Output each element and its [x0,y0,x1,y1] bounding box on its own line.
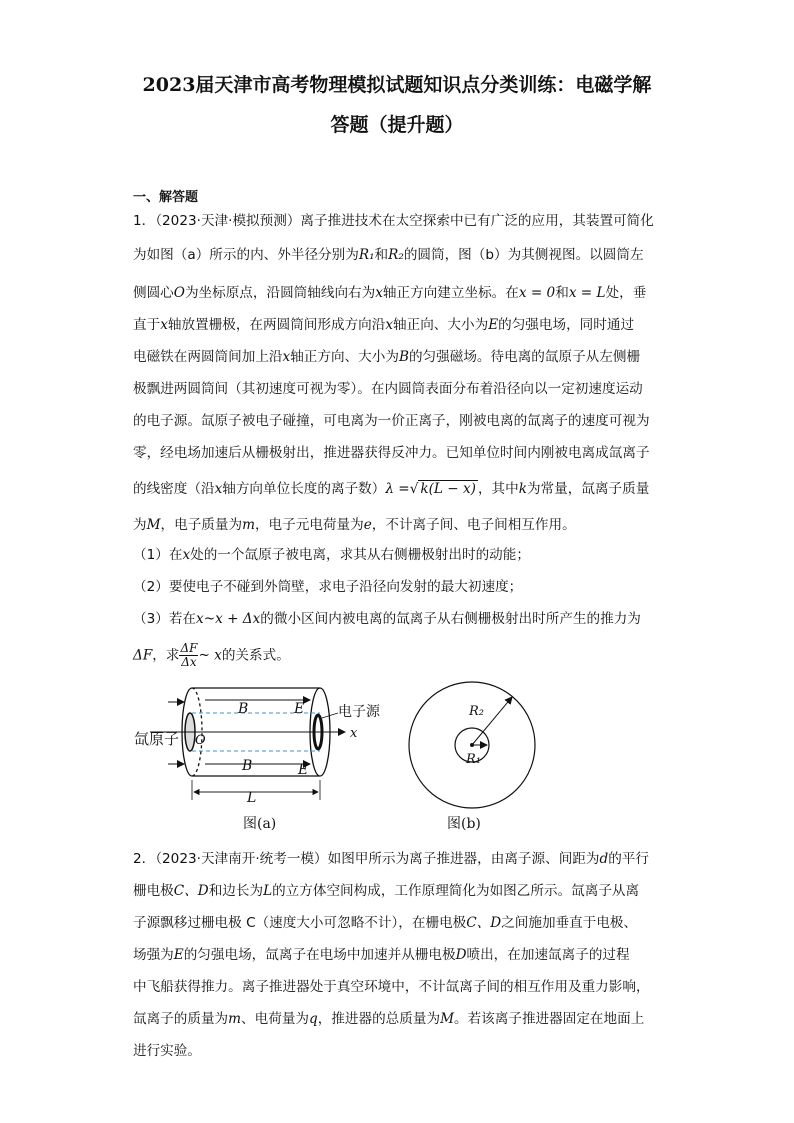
figure-a [134,688,381,832]
q2-line-1: 2．（2023·天津南开·统考一模）如图甲所示为离子推进器，由离子源、间距为d的平行 [133,851,649,867]
label-origin: O [195,733,206,748]
q2-line-5: 中飞船获得推力。离子推进器处于真空环境中，不计氙离子间的相互作用及重力影响， [133,979,650,995]
label-R1: R₁ [466,752,481,767]
q2-line-6: 氙离子的质量为m、电荷量为q，推进器的总质量为M。若该离子推进器固定在地面上 [133,1011,645,1027]
q1-line-8: 零，经电场加速后从栅极射出，推进器获得反冲力。已知单位时间内刚被电离成氙离子 [133,445,650,461]
section-heading: 一、解答题 [133,190,199,205]
label-R2: R₂ [469,704,484,719]
q1-line-9: 的线密度（沿x轴方向单位长度的离子数）λ =√ k(L − x) ，其中k为常量，氙离子质量 [133,481,650,497]
page-title-line-2: 答题（提升题） [330,114,464,136]
q1-line-3: 侧圆心O为坐标原点，沿圆筒轴线向右为x轴正方向建立坐标。在x = 0和x = L处，垂 [133,285,647,301]
q1-line-10: 为M，电子质量为m，电子元电荷量为e，不计离子间、电子间相互作用。 [133,517,576,533]
label-E-bottom: E [298,762,309,778]
q2-line-2: 栅电极C、D和边长为L的立方体空间构成，工作原理简化为如图乙所示。氙离子从离 [133,883,640,899]
q1-sub-3: （3）若在x~x + Δx的微小区间内被电离的氙离子从右侧栅极射出时所产生的推力为 [133,611,641,627]
q1-line-1: 1．（2023·天津·模拟预测）离子推进技术在太空探索中已有广泛的应用，其装置可简化 [133,213,654,229]
label-B-bottom: B [242,758,253,774]
label-x-axis: x [350,726,358,741]
label-electron-source: 电子源 [338,704,380,720]
figure-b [409,682,535,832]
caption-b: 图(b) [447,816,481,832]
page-title-line-1: 2023届天津市高考物理模拟试题知识点分类训练：电磁学解 [142,74,652,96]
q1-sub-2: （2）要使电子不碰到外筒壁，求电子沿径向发射的最大初速度； [133,579,523,595]
label-B-top: B [238,701,249,717]
q1-sub-3-cont: ΔF，求 $\frac{\Delta F}{\Delta x}$ ~ x的关系式。 [133,641,290,669]
q1-line-7: 的电子源。氙原子被电子碰撞，可电离为一价正离子，刚被电离的氙离子的速度可视为 [133,413,650,429]
q1-line-5: 电磁铁在两圆筒间加上沿x轴正方向、大小为B的匀强磁场。待电离的氙原子从左侧栅 [133,349,641,365]
q1-line-6: 极飘进两圆筒间（其初速度可视为零）。在内圆筒表面分布着沿径向以一定初速度运动 [133,381,643,397]
caption-a: 图(a) [243,816,277,832]
q2-line-3: 子源飘移过栅电极 C（速度大小可忽略不计），在栅电极C、D之间施加垂直于电极、 [133,915,638,931]
q2-line-7: 进行实验。 [133,1043,201,1059]
fraction-dF-dx: $\frac{\Delta F}{\Delta x}$ [180,641,198,669]
q1-line-2: 为如图（a）所示的内、外半径分别为R₁和R₂的圆筒，图（b）为其侧视图。以圆筒左 [133,247,644,263]
label-L: L [247,790,257,806]
q2-line-4: 场强为E的匀强电场，氙离子在电场中加速并从栅电极D喷出，在加速氙离子的过程 [133,947,630,963]
lambda-formula: λ =√ k(L − x) [385,481,476,497]
q1-sub-1: （1）在x处的一个氙原子被电离，求其从右侧栅极射出时的动能； [133,547,530,563]
label-xenon: 氙原子 [134,730,180,748]
q1-line-4: 直于x轴放置栅极，在两圆筒间形成方向沿x轴正向、大小为E的匀强电场，同时通过 [133,317,635,333]
label-E-top: E [294,701,305,717]
